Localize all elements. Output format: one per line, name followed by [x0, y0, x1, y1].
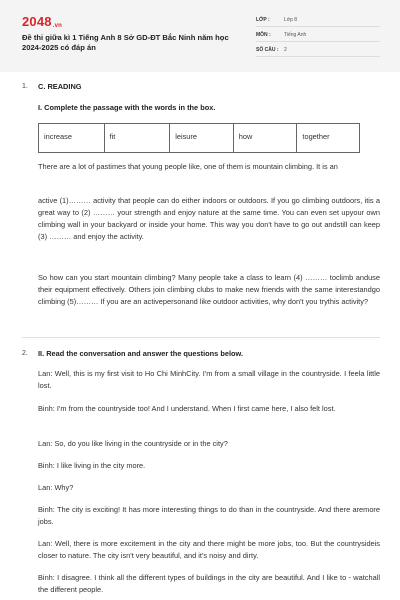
dialogue-line: Lan: So, do you like living in the countryside or in the city? — [38, 439, 228, 448]
page-header — [0, 0, 400, 72]
meta-key: SỐ CÂU : — [256, 47, 279, 53]
logo-text: 2048 — [22, 14, 52, 29]
logo-suffix: .vn — [52, 23, 63, 29]
question-number: 1. — [22, 83, 28, 90]
passage-paragraph: So how can you start mountain climbing? Many people take a class to learn (4) ……… toclimb anduse their equipment effectively. Others join climbing clubs to make new friends with the same interestandgo climbing (5)……… If you are an activepersonand like outdoor activities, why don't you trythis activity? — [38, 273, 380, 306]
section-heading: C. READING — [38, 82, 82, 91]
meta-key: LỚP : — [256, 17, 270, 23]
question-instruction: II. Read the conversation and answer the questions below. — [38, 349, 244, 358]
dialogue-line: Lan: Why? — [38, 483, 74, 492]
meta-value: Lớp 8 — [284, 17, 298, 23]
dialogue-line: Binh: I disagree. I think all the different types of buildings in the city are beautiful. And I like to - watchall the different people. — [38, 573, 380, 594]
word-box-cell: together — [302, 132, 330, 141]
passage-paragraph: There are a lot of pastimes that young people like, one of them is mountain climbing. It is an — [38, 162, 338, 171]
meta-row-subject — [256, 29, 380, 42]
word-box-cell: fit — [105, 124, 171, 152]
dialogue-line: Binh: I like living in the city more. — [38, 461, 146, 470]
meta-row-count — [256, 44, 380, 57]
meta-value: 2 — [284, 47, 287, 53]
meta-key: MÔN : — [256, 32, 271, 38]
question-number: 2. — [22, 350, 28, 357]
site-logo[interactable] — [22, 14, 62, 29]
question-instruction: I. Complete the passage with the words in the box. — [38, 103, 216, 112]
question-divider — [22, 337, 380, 338]
word-box — [38, 123, 360, 153]
dialogue-line: Binh: The city is exciting! It has more interesting things to do than in the countryside. And there aremore jobs. — [38, 505, 380, 526]
dialogue-line: Lan: Well, this is my first visit to Ho Chi MinhCity. I'm from a small village in the countryside. I feela little lost. — [38, 369, 380, 390]
word-box-cell: leisure — [170, 124, 234, 152]
main-content — [0, 72, 400, 600]
word-box-cell: how — [234, 124, 298, 152]
meta-value: Tiếng Anh — [284, 32, 307, 38]
dialogue-line: Binh: I'm from the countryside too! And I understand. When I first came here, I also felt lost. — [38, 404, 336, 413]
dialogue-line: Lan: Well, there is more excitement in the city and there might be more jobs, too. But the countrysideis closer to nature. The city isn't very beautiful, and it's noisy and dirty. — [38, 539, 380, 560]
meta-row-class — [256, 14, 380, 27]
word-box-cell: increase — [39, 124, 105, 152]
document-title: Đề thi giữa kì 1 Tiếng Anh 8 Sở GD-ĐT Bắc Ninh năm học 2024-2025 có đáp án — [22, 33, 229, 52]
passage-paragraph: active (1)……… activity that people can do either indoors or outdoors. If you go climbing outdoors, itis a great way to (2) ……… your strength and enjoy nature at the same time. You can even set upyour own climbing wall in your backyard or inside your home. This way you don't have to go out andstill can keep (3) ……… and enjoy the activity. — [38, 196, 380, 241]
